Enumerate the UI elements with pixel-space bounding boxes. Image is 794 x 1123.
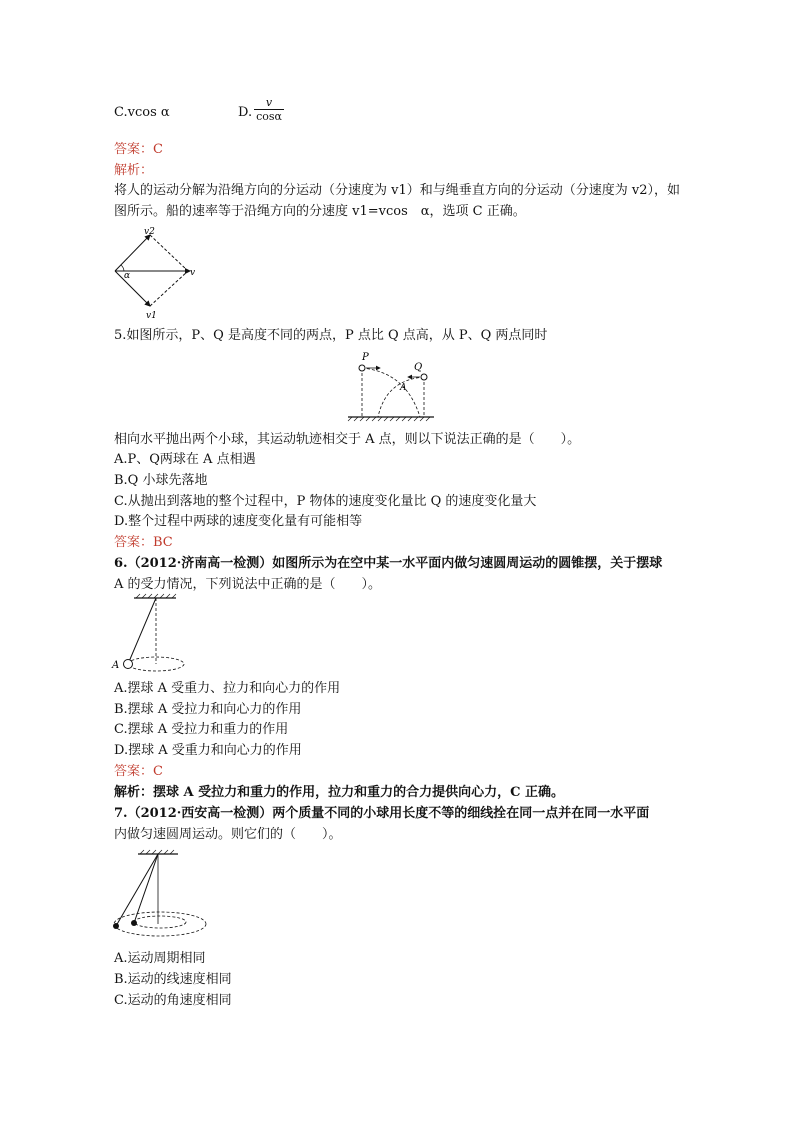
label-v1: v1 bbox=[146, 311, 157, 321]
q7-option-c: C.运动的角速度相同 bbox=[114, 993, 232, 1008]
velocity-decomposition-diagram bbox=[110, 226, 200, 321]
conical-pendulum-diagram bbox=[110, 594, 190, 676]
q5-option-a: A.P、Q两球在 A 点相遇 bbox=[114, 452, 256, 467]
label-a: A bbox=[400, 383, 407, 393]
q5-stem-line-2: 相向水平抛出两个小球，其运动轨迹相交于 A 点，则以下说法正确的是（ ）。 bbox=[114, 432, 581, 447]
label-v: v bbox=[190, 268, 196, 278]
q5-option-c: C.从抛出到落地的整个过程中，P 物体的速度变化量比 Q 的速度变化量大 bbox=[114, 494, 537, 509]
label-q: Q bbox=[414, 362, 423, 373]
label-alpha: α bbox=[124, 271, 131, 281]
ball-p bbox=[359, 365, 365, 371]
v1-arrow bbox=[115, 271, 150, 306]
q6-answer: 答案：C bbox=[114, 764, 163, 779]
label-p: P bbox=[362, 352, 369, 363]
q4-analysis-line-1: 将人的运动分解为沿绳方向的分运动（分速度为 v1）和与绳垂直方向的分运动（分速度为 v2），如 bbox=[114, 183, 680, 198]
dashed-line-top bbox=[150, 235, 188, 271]
q5-option-b: B.Q 小球先落地 bbox=[114, 473, 208, 488]
ball-q bbox=[421, 374, 427, 380]
outer-circular-path bbox=[114, 912, 206, 936]
ball-a bbox=[124, 660, 133, 669]
q7-stem-line-2: 内做匀速圆周运动。则它们的（ ）。 bbox=[114, 827, 342, 842]
projectile-diagram bbox=[346, 352, 436, 422]
q6-option-d: D.摆球 A 受重力和向心力的作用 bbox=[114, 743, 302, 758]
ball-outer bbox=[113, 923, 119, 929]
pendulum-string bbox=[128, 598, 156, 664]
q7-option-a: A.运动周期相同 bbox=[114, 951, 206, 966]
q4-analysis-line-2: 图所示。船的速率等于沿绳方向的分速度 v1=vcos α，选项 C 正确。 bbox=[114, 204, 526, 219]
option-c: C.vcos α bbox=[114, 105, 170, 120]
q7-stem-line-1: 7.（2012·西安高一检测）两个质量不同的小球用长度不等的细线拴在同一点并在同一水平面 bbox=[114, 806, 650, 821]
ball-inner bbox=[131, 920, 137, 926]
q6-stem-line-1: 6.（2012·济南高一检测）如图所示为在空中某一水平面内做匀速圆周运动的圆锥摆，关于摆球 bbox=[114, 556, 663, 571]
q7-option-b: B.运动的线速度相同 bbox=[114, 972, 232, 987]
label-v2: v2 bbox=[144, 227, 155, 237]
fraction-v-over-cosalpha bbox=[254, 96, 284, 124]
fraction-denominator: cosα bbox=[254, 109, 284, 124]
q6-analysis: 解析：摆球 A 受拉力和重力的作用，拉力和重力的合力提供向心力，C 正确。 bbox=[114, 785, 565, 800]
dashed-line-bottom bbox=[150, 271, 188, 306]
ground-hatch bbox=[348, 417, 430, 421]
q6-option-b: B.摆球 A 受拉力和向心力的作用 bbox=[114, 702, 302, 717]
q6-stem-line-2: A 的受力情况，下列说法中正确的是（ ）。 bbox=[114, 577, 382, 592]
option-d-prefix: D. bbox=[238, 105, 253, 120]
q4-analysis-label: 解析： bbox=[114, 163, 154, 178]
q5-option-d: D.整个过程中两球的速度变化量有可能相等 bbox=[114, 514, 363, 529]
p-trajectory bbox=[362, 368, 420, 417]
q5-stem-line-1: 5.如图所示，P、Q 是高度不同的两点，P 点比 Q 点高，从 P、Q 两点同时 bbox=[114, 328, 548, 343]
q6-option-a: A.摆球 A 受重力、拉力和向心力的作用 bbox=[114, 681, 341, 696]
fraction-numerator: v bbox=[265, 96, 273, 109]
v2-arrow bbox=[115, 235, 150, 271]
q6-option-c: C.摆球 A 受拉力和重力的作用 bbox=[114, 722, 289, 737]
label-a: A bbox=[112, 660, 120, 671]
double-conical-pendulum-diagram bbox=[110, 850, 210, 940]
inner-circular-path bbox=[134, 916, 186, 928]
q5-answer: 答案：BC bbox=[114, 535, 173, 550]
q4-answer: 答案：C bbox=[114, 142, 163, 157]
